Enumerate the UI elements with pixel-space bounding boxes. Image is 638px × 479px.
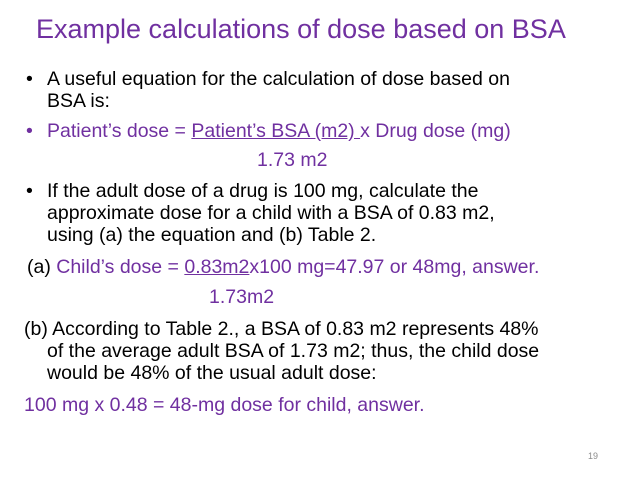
part-b-line-1: (b) According to Table 2., a BSA of 0.83 m2 represents 48% <box>24 318 539 340</box>
part-a-denominator: 1.73m2 <box>209 286 275 308</box>
part-a-rhs: x100 mg=47.97 or 48mg, answer. <box>249 256 540 278</box>
part-a-numerator: 0.83m2 <box>184 256 250 278</box>
bullet-1-line-1: A useful equation for the calculation of dose based on <box>47 68 510 90</box>
bullet-1-marker: • <box>26 68 33 90</box>
bullet-3-marker: • <box>26 180 33 202</box>
bullet-3-line-2: approximate dose for a child with a BSA of 0.83 m2, <box>47 202 495 224</box>
slide-title: Example calculations of dose based on BSA <box>36 14 566 44</box>
page-number: 19 <box>588 451 599 461</box>
part-b-line-2: of the average adult BSA of 1.73 m2; thus, the child dose <box>47 340 540 362</box>
bullet-1-line-2: BSA is: <box>47 90 110 112</box>
bullet-3-line-3: using (a) the equation and (b) Table 2. <box>47 224 377 246</box>
part-a-line <box>27 256 539 278</box>
formula-lhs: Patient’s dose = <box>47 120 192 142</box>
part-b-line-3: would be 48% of the usual adult dose: <box>47 362 377 384</box>
part-a-label: (a) <box>27 256 57 278</box>
bullet-3-line-1: If the adult dose of a drug is 100 mg, calculate the <box>47 180 479 202</box>
formula-rhs: x Drug dose (mg) <box>360 120 511 142</box>
formula-numerator: Patient’s BSA (m2) <box>191 120 361 142</box>
formula-denominator: 1.73 m2 <box>257 149 328 171</box>
final-answer: 100 mg x 0.48 = 48-mg dose for child, answer. <box>24 394 425 416</box>
bullet-2-marker: • <box>26 120 33 142</box>
part-a-lhs: Child’s dose = <box>56 256 185 278</box>
formula-line <box>47 120 511 142</box>
